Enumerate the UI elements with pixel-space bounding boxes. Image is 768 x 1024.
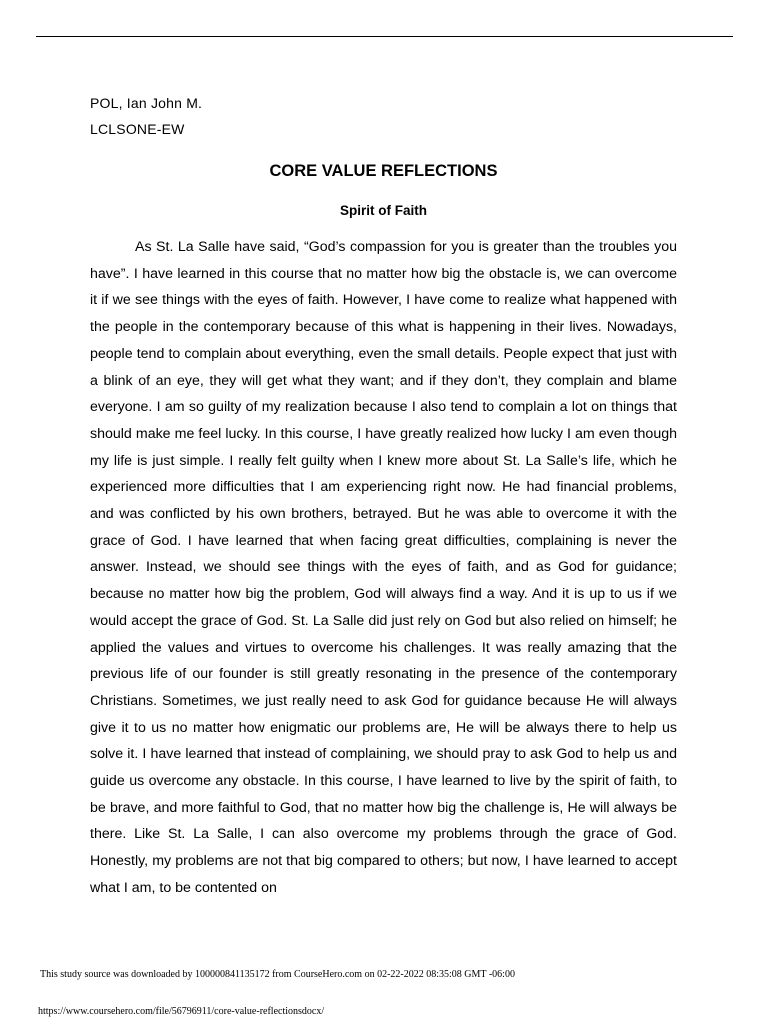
body-paragraph: As St. La Salle have said, “God’s compassion for you is greater than the troubles you have”. I have learned in this course that no matter how big the obstacle is, we can overcome it if we see things with the eyes of faith. However, I have come to realize what happened with the people in the contemporary because of this what is happening in their lives. Nowadays, people tend to complain about everything, even the small details. People expect that just with a blink of an eye, they will get what they want; and if they don’t, they complain and blame everyone. I am so guilty of my realization because I also tend to complain a lot on things that should make me feel lucky. In this course, I have greatly realized how lucky I am even though my life is just simple. I really felt guilty when I knew more about St. La Salle’s life, which he experienced more difficulties that I am experiencing right now. He had financial problems, and was conflicted by his own brothers, betrayed. But he was able to overcome it with the grace of God. I have learned that when facing great difficulties, complaining is never the answer. Instead, we should see things with the eyes of faith, and as God for guidance; because no matter how big the problem, God will always find a way. And it is up to us if we would accept the grace of God. St. La Salle did just rely on God but also relied on himself; he applied the values and virtues to overcome his challenges. It was really amazing that the previous life of our founder is still greatly resonating in the presence of the contemporary Christians. Sometimes, we just really need to ask God for guidance because He will always give it to us no matter how enigmatic our problems are, He will be always there to help us solve it. I have learned that instead of complaining, we should pray to ask God to help us and guide us overcome any obstacle. In this course, I have learned to live by the spirit of faith, to be brave, and more faithful to God, that no matter how big the challenge is, He will always be there. Like St. La Salle, I can also overcome my problems through the grace of God. Honestly, my problems are not that big compared to others; but now, I have learned to accept what I am, to be contented on	[90, 239, 677, 896]
section-heading: Spirit of Faith	[340, 203, 427, 218]
download-source-note: This study source was downloaded by 100000841135172 from CourseHero.com on 02-22-2022 08:35:08 GMT -06:00	[40, 969, 515, 980]
document-title: CORE VALUE REFLECTIONS	[269, 162, 498, 180]
top-divider	[36, 36, 733, 37]
section-code: LCLSONE-EW	[90, 121, 185, 137]
document-page	[90, 90, 677, 902]
source-url[interactable]: https://www.coursehero.com/file/56796911/core-value-reflectionsdocx/	[38, 1006, 325, 1017]
author-name: POL, Ian John M.	[90, 95, 203, 111]
